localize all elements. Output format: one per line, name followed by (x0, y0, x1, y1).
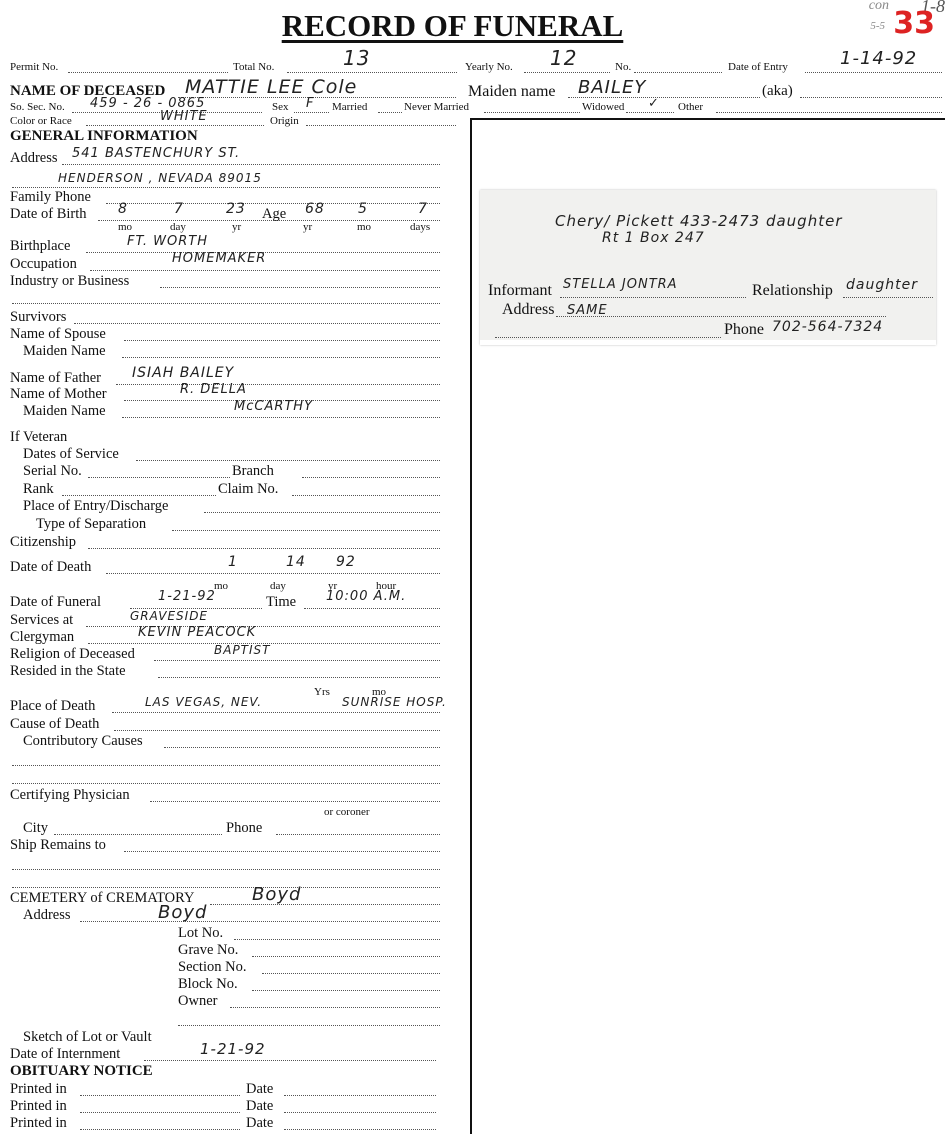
place-of-death-label: Place of Death (10, 698, 96, 714)
informant-label: Informant (488, 282, 552, 299)
time-label: Time (266, 594, 297, 610)
clergyman-value: KEVIN PEACOCK (138, 625, 257, 640)
physician-phone-label: Phone (226, 820, 263, 836)
entry-discharge-label: Place of Entry/Discharge (23, 498, 169, 514)
time-value: 10:00 A.M. (326, 589, 407, 604)
dob-yr-caption: yr (232, 221, 242, 233)
dod-month-value: 1 (228, 554, 238, 570)
total-label: Total No. (233, 61, 275, 73)
origin-label: Origin (270, 115, 299, 127)
address-line-2-value: HENDERSON , NEVADA 89015 (58, 171, 262, 185)
informant-note-line-2: Rt 1 Box 247 (602, 230, 705, 246)
corner-note: 1-8 (921, 0, 945, 16)
age-mo-caption: mo (357, 221, 372, 233)
industry-label: Industry or Business (10, 273, 130, 289)
clergyman-label: Clergyman (10, 629, 75, 645)
family-phone-label: Family Phone (10, 189, 91, 205)
page-number: 33 (893, 6, 935, 41)
cemetery-value: Boyd (252, 884, 302, 905)
birthplace-value: FT. WORTH (127, 234, 208, 249)
separation-label: Type of Separation (36, 516, 147, 532)
maiden-name-value: BAILEY (578, 77, 647, 98)
widowed-label: Widowed (582, 101, 625, 113)
dob-label: Date of Birth (10, 206, 87, 222)
yearly-value: 12 (550, 46, 578, 70)
date-entry-label: Date of Entry (728, 61, 788, 73)
dob-day-value: 7 (174, 201, 184, 217)
resided-label: Resided in the State (10, 663, 126, 679)
place-of-death-hospital-value: SUNRISE HOSP. (342, 695, 447, 709)
grave-label: Grave No. (178, 942, 239, 958)
sex-label: Sex (272, 101, 289, 113)
age-days-caption: days (410, 221, 431, 233)
column-top-rule (470, 118, 945, 120)
deceased-name-value: MATTIE LEE Cole (185, 76, 358, 98)
dod-day-caption: day (270, 580, 286, 592)
informant-phone-value: 702-564-7324 (772, 319, 884, 335)
general-info-heading: GENERAL INFORMATION (10, 128, 198, 144)
dob-year-value: 23 (226, 201, 246, 217)
obituary-printed-in-3-label: Printed in (10, 1115, 67, 1131)
owner-label: Owner (178, 993, 218, 1009)
lot-label: Lot No. (178, 925, 224, 941)
obituary-printed-in-1-label: Printed in (10, 1081, 67, 1097)
informant-note-line-1: Chery/ Pickett 433-2473 daughter (555, 212, 843, 230)
age-years-value: 68 (305, 201, 325, 217)
never-married-label: Never Married (404, 101, 470, 113)
obituary-date-2-label: Date (246, 1098, 274, 1114)
survivors-label: Survivors (10, 309, 67, 325)
mother-label: Name of Mother (10, 386, 107, 402)
internment-date-label: Date of Internment (10, 1046, 121, 1062)
branch-label: Branch (232, 463, 274, 479)
sex-value: F (306, 96, 315, 111)
obituary-date-1-label: Date (246, 1081, 274, 1097)
religion-value: BAPTIST (214, 643, 271, 657)
services-value: GRAVESIDE (130, 609, 209, 623)
claim-label: Claim No. (218, 481, 279, 497)
no-label: No. (615, 61, 632, 73)
physician-label: Certifying Physician (10, 787, 130, 803)
funeral-date-value: 1-21-92 (158, 589, 216, 604)
age-label: Age (262, 206, 287, 222)
rank-label: Rank (23, 481, 54, 497)
dod-hour-caption: hour (376, 580, 397, 592)
address-value: 541 BASTENCHURY ST. (72, 146, 241, 161)
citizenship-label: Citizenship (10, 534, 77, 550)
dob-mo-caption: mo (118, 221, 133, 233)
yearly-label: Yearly No. (465, 61, 513, 73)
maiden-name-label: Maiden name (468, 83, 556, 100)
city-label: City (23, 820, 48, 836)
color-label: Color or Race (10, 115, 72, 127)
ssn-value: 459 - 26 - 0865 (90, 96, 206, 111)
father-value: ISIAH BAILEY (132, 365, 235, 381)
relationship-value: daughter (846, 277, 918, 293)
coroner-caption: or coroner (324, 806, 370, 818)
relationship-label: Relationship (752, 282, 833, 299)
dod-mo-caption: mo (214, 580, 229, 592)
dod-day-value: 14 (286, 554, 306, 570)
resided-years-caption: Yrs (314, 686, 330, 698)
age-yr-caption: yr (303, 221, 313, 233)
occupation-value: HOMEMAKER (172, 251, 267, 266)
veteran-label: If Veteran (10, 429, 68, 445)
informant-address-label: Address (502, 301, 555, 318)
cause-of-death-label: Cause of Death (10, 716, 100, 732)
permit-label: Permit No. (10, 61, 59, 73)
resided-months-caption: mo (372, 686, 387, 698)
deceased-name-label: NAME OF DECEASED (10, 83, 166, 99)
dod-yr-caption: yr (328, 580, 338, 592)
dod-year-value: 92 (336, 554, 356, 570)
contributory-causes-label: Contributory Causes (23, 733, 143, 749)
corner-note-3: 5-5 (870, 20, 885, 32)
widowed-checkmark: ✓ (648, 96, 660, 111)
obituary-printed-in-2-label: Printed in (10, 1098, 67, 1114)
religion-label: Religion of Deceased (10, 646, 135, 662)
funeral-date-label: Date of Funeral (10, 594, 101, 610)
block-label: Block No. (178, 976, 238, 992)
color-value: WHITE (160, 109, 208, 124)
aka-label: (aka) (762, 83, 793, 99)
age-days-value: 7 (418, 201, 428, 217)
informant-value: STELLA JONTRA (563, 277, 678, 292)
total-value: 13 (343, 46, 371, 70)
birthplace-label: Birthplace (10, 238, 71, 254)
ssn-label: So. Sec. No. (10, 101, 65, 113)
informant-phone-label: Phone (724, 321, 764, 338)
internment-date-value: 1-21-92 (200, 1040, 266, 1058)
place-of-death-value: LAS VEGAS, NEV. (145, 695, 263, 709)
address-label: Address (10, 150, 58, 166)
date-entry-value: 1-14-92 (840, 48, 918, 69)
spouse-maiden-label: Maiden Name (23, 343, 106, 359)
sketch-label: Sketch of Lot or Vault (23, 1029, 152, 1045)
married-label: Married (332, 101, 368, 113)
column-divider (470, 118, 472, 1134)
cemetery-label: CEMETERY of CREMATORY (10, 890, 195, 906)
mother-value: R. DELLA (180, 382, 247, 397)
mother-maiden-value: McCARTHY (234, 399, 314, 414)
service-dates-label: Dates of Service (23, 446, 119, 462)
dob-month-value: 8 (118, 201, 128, 217)
section-label: Section No. (178, 959, 247, 975)
dod-label: Date of Death (10, 559, 92, 575)
serial-label: Serial No. (23, 463, 82, 479)
occupation-label: Occupation (10, 256, 77, 272)
obituary-date-3-label: Date (246, 1115, 274, 1131)
spouse-label: Name of Spouse (10, 326, 106, 342)
other-label: Other (678, 101, 704, 113)
dob-day-caption: day (170, 221, 186, 233)
mother-maiden-label: Maiden Name (23, 403, 106, 419)
services-label: Services at (10, 612, 74, 628)
page-title: RECORD OF FUNERAL (281, 8, 624, 43)
father-label: Name of Father (10, 370, 101, 386)
ship-remains-label: Ship Remains to (10, 837, 106, 853)
age-months-value: 5 (358, 201, 368, 217)
cemetery-address-value: Boyd (158, 902, 208, 923)
obituary-heading: OBITUARY NOTICE (10, 1063, 153, 1079)
informant-address-value: SAME (567, 303, 608, 318)
corner-note-2: con (868, 0, 889, 13)
cemetery-address-label: Address (23, 907, 71, 923)
